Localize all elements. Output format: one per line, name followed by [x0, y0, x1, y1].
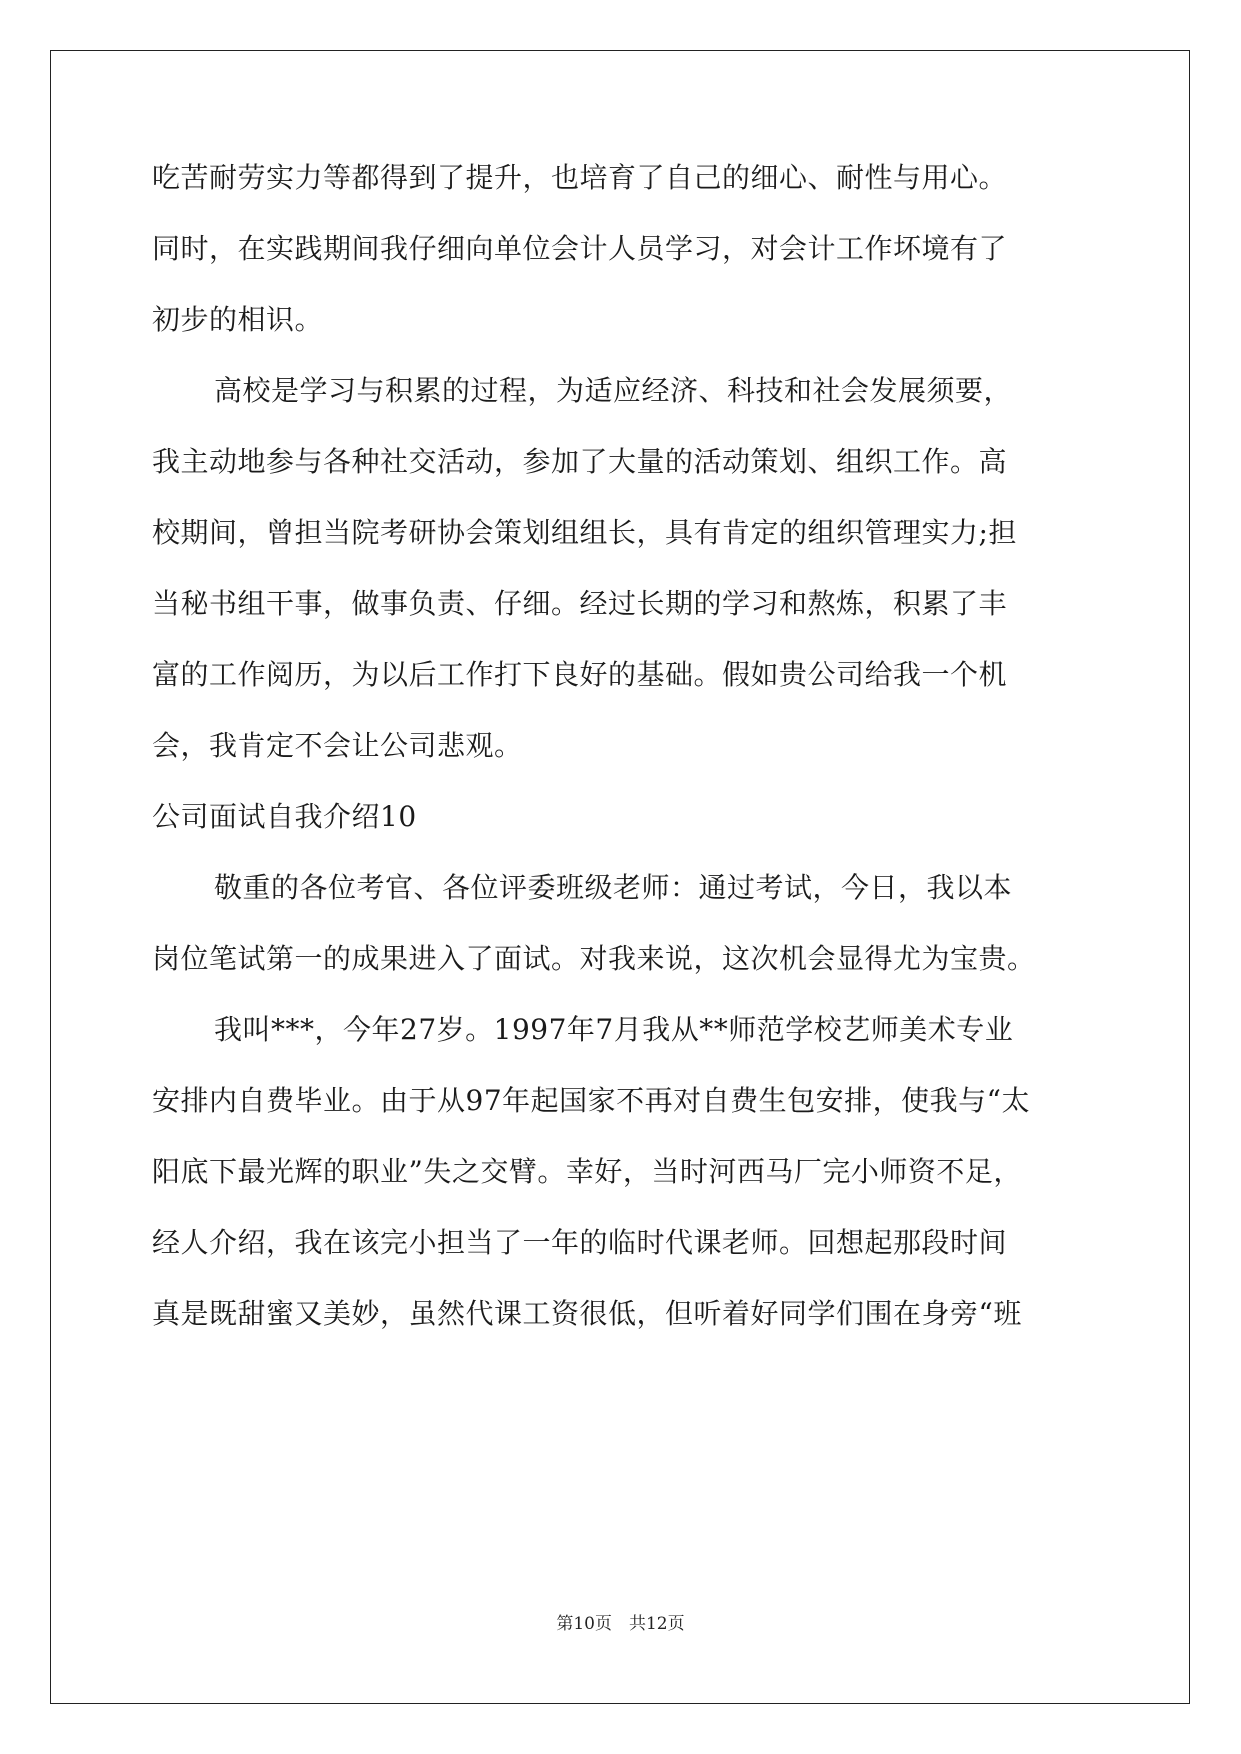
paragraph-start-line: 敬重的各位考官、各位评委班级老师：通过考试，今日，我以本	[214, 871, 1013, 904]
text-line: 会，我肯定不会让公司悲观。	[152, 729, 523, 762]
page-number-footer: 第10页 共12页	[556, 1614, 685, 1634]
text-line: 经人介绍，我在该完小担当了一年的临时代课老师。回想起那段时间	[152, 1226, 1008, 1259]
text-line: 我主动地参与各种社交活动，参加了大量的活动策划、组织工作。高	[152, 445, 1008, 478]
text-line: 阳底下最光辉的职业”失之交臂。幸好，当时河西马厂完小师资不足，	[152, 1155, 1022, 1188]
text-line: 校期间，曾担当院考研协会策划组组长，具有肯定的组织管理实力;担	[152, 516, 1017, 549]
text-line: 岗位笔试第一的成果进入了面试。对我来说，这次机会显得尤为宝贵。	[152, 942, 1036, 975]
section-heading: 公司面试自我介绍10	[152, 800, 417, 833]
paragraph-start-line: 我叫***，今年27岁。1997年7月我从**师范学校艺师美术专业	[214, 1013, 1014, 1046]
text-line: 安排内自费毕业。由于从97年起国家不再对自费生包安排，使我与“太	[152, 1084, 1030, 1117]
text-line: 真是既甜蜜又美妙，虽然代课工资很低，但听着好同学们围在身旁“班	[152, 1297, 1022, 1330]
paragraph-start-line: 高校是学习与积累的过程，为适应经济、科技和社会发展须要，	[214, 374, 1013, 407]
text-line: 吃苦耐劳实力等都得到了提升，也培育了自己的细心、耐性与用心。	[152, 161, 1008, 194]
text-line: 当秘书组干事，做事负责、仔细。经过长期的学习和熬炼，积累了丰	[152, 587, 1008, 620]
text-line: 富的工作阅历，为以后工作打下良好的基础。假如贵公司给我一个机	[152, 658, 1008, 691]
text-line: 同时，在实践期间我仔细向单位会计人员学习，对会计工作坏境有了	[152, 232, 1008, 265]
text-line: 初步的相识。	[152, 303, 324, 336]
